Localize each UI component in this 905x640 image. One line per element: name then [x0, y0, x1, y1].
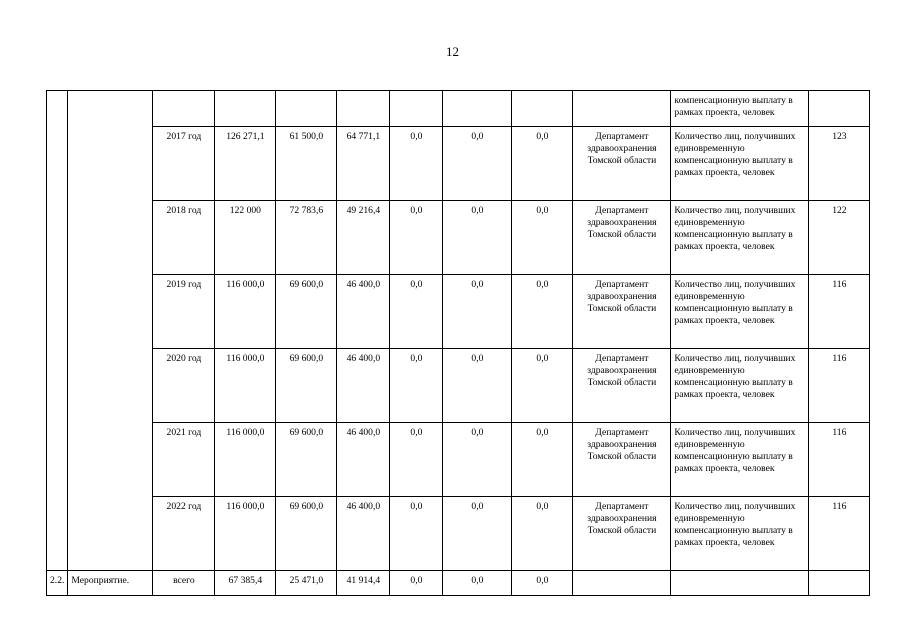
- table-row: [47, 349, 870, 423]
- extra-budget-cell: 0,0: [512, 571, 573, 596]
- federal-budget-cell: 69 600,0: [276, 275, 337, 349]
- table-row-activity-2-2: [47, 571, 870, 596]
- total-cell: 122 000: [215, 201, 276, 275]
- executor-cell: Департамент здравоохранения Томской области: [573, 423, 671, 497]
- indicator-cell: Количество лиц, получивших единовременную компенсационную выплату в рамках проекта, человек: [671, 423, 809, 497]
- page-number: 12: [446, 44, 459, 59]
- indicator-value-cell: 116: [809, 349, 870, 423]
- other-source-cell: 0,0: [443, 275, 512, 349]
- indicator-value-cell: 116: [809, 497, 870, 571]
- activity-name-cell: Мероприятие.: [68, 571, 153, 596]
- indicator-cell: компенсационную выплату в рамках проекта, человек: [671, 91, 809, 127]
- budget-table: [46, 90, 870, 596]
- executor-cell: [573, 571, 671, 596]
- other-source-cell: 0,0: [443, 201, 512, 275]
- federal-budget-cell: 61 500,0: [276, 127, 337, 201]
- row-number-cell: 2.2.: [47, 571, 68, 596]
- extra-budget-cell: 0,0: [512, 201, 573, 275]
- executor-cell: Департамент здравоохранения Томской области: [573, 349, 671, 423]
- other-source-cell: 0,0: [443, 127, 512, 201]
- executor-cell: Департамент здравоохранения Томской области: [573, 497, 671, 571]
- local-budget-cell: 0,0: [390, 423, 443, 497]
- regional-budget-cell: 46 400,0: [337, 349, 390, 423]
- total-cell: 67 385,4: [215, 571, 276, 596]
- table-row: [47, 201, 870, 275]
- local-budget-cell: 0,0: [390, 275, 443, 349]
- indicator-value-cell: 123: [809, 127, 870, 201]
- table-row: [47, 497, 870, 571]
- local-budget-cell: 0,0: [390, 497, 443, 571]
- executor-cell: Департамент здравоохранения Томской области: [573, 275, 671, 349]
- indicator-value-cell: 122: [809, 201, 870, 275]
- federal-budget-cell: 69 600,0: [276, 497, 337, 571]
- regional-budget-cell: 41 914,4: [337, 571, 390, 596]
- local-budget-cell: 0,0: [390, 127, 443, 201]
- indicator-value-cell: 116: [809, 275, 870, 349]
- regional-budget-cell: 49 216,4: [337, 201, 390, 275]
- federal-budget-cell: 69 600,0: [276, 349, 337, 423]
- indicator-cell: Количество лиц, получивших единовременную компенсационную выплату в рамках проекта, человек: [671, 127, 809, 201]
- table-row: [47, 275, 870, 349]
- other-source-cell: 0,0: [443, 497, 512, 571]
- other-source-cell: 0,0: [443, 423, 512, 497]
- extra-budget-cell: 0,0: [512, 127, 573, 201]
- extra-budget-cell: 0,0: [512, 423, 573, 497]
- indicator-cell: Количество лиц, получивших единовременную компенсационную выплату в рамках проекта, человек: [671, 497, 809, 571]
- indicator-cell: Количество лиц, получивших единовременную компенсационную выплату в рамках проекта, человек: [671, 349, 809, 423]
- other-source-cell: 0,0: [443, 349, 512, 423]
- table-row: [47, 423, 870, 497]
- extra-budget-cell: 0,0: [512, 497, 573, 571]
- table-row-continuation: [47, 91, 870, 127]
- regional-budget-cell: 46 400,0: [337, 275, 390, 349]
- federal-budget-cell: 72 783,6: [276, 201, 337, 275]
- local-budget-cell: 0,0: [390, 201, 443, 275]
- extra-budget-cell: 0,0: [512, 275, 573, 349]
- regional-budget-cell: 46 400,0: [337, 423, 390, 497]
- row-number-cell: [47, 91, 68, 571]
- table-row: [47, 127, 870, 201]
- year-cell: 2018 год: [153, 201, 215, 275]
- activity-name-cell: [68, 91, 153, 571]
- executor-cell: Департамент здравоохранения Томской области: [573, 201, 671, 275]
- extra-budget-cell: 0,0: [512, 349, 573, 423]
- local-budget-cell: 0,0: [390, 349, 443, 423]
- total-cell: 116 000,0: [215, 275, 276, 349]
- federal-budget-cell: 25 471,0: [276, 571, 337, 596]
- indicator-cell: Количество лиц, получивших единовременную компенсационную выплату в рамках проекта, человек: [671, 201, 809, 275]
- total-cell: 116 000,0: [215, 349, 276, 423]
- total-cell: 126 271,1: [215, 127, 276, 201]
- year-cell: 2022 год: [153, 497, 215, 571]
- year-cell: 2017 год: [153, 127, 215, 201]
- indicator-cell: [671, 571, 809, 596]
- total-cell: 116 000,0: [215, 497, 276, 571]
- regional-budget-cell: 46 400,0: [337, 497, 390, 571]
- indicator-cell: Количество лиц, получивших единовременную компенсационную выплату в рамках проекта, человек: [671, 275, 809, 349]
- indicator-value-cell: [809, 571, 870, 596]
- other-source-cell: 0,0: [443, 571, 512, 596]
- local-budget-cell: 0,0: [390, 571, 443, 596]
- year-cell: 2021 год: [153, 423, 215, 497]
- year-cell: всего: [153, 571, 215, 596]
- indicator-value-cell: 116: [809, 423, 870, 497]
- regional-budget-cell: 64 771,1: [337, 127, 390, 201]
- total-cell: 116 000,0: [215, 423, 276, 497]
- year-cell: 2020 год: [153, 349, 215, 423]
- year-cell: 2019 год: [153, 275, 215, 349]
- executor-cell: Департамент здравоохранения Томской области: [573, 127, 671, 201]
- federal-budget-cell: 69 600,0: [276, 423, 337, 497]
